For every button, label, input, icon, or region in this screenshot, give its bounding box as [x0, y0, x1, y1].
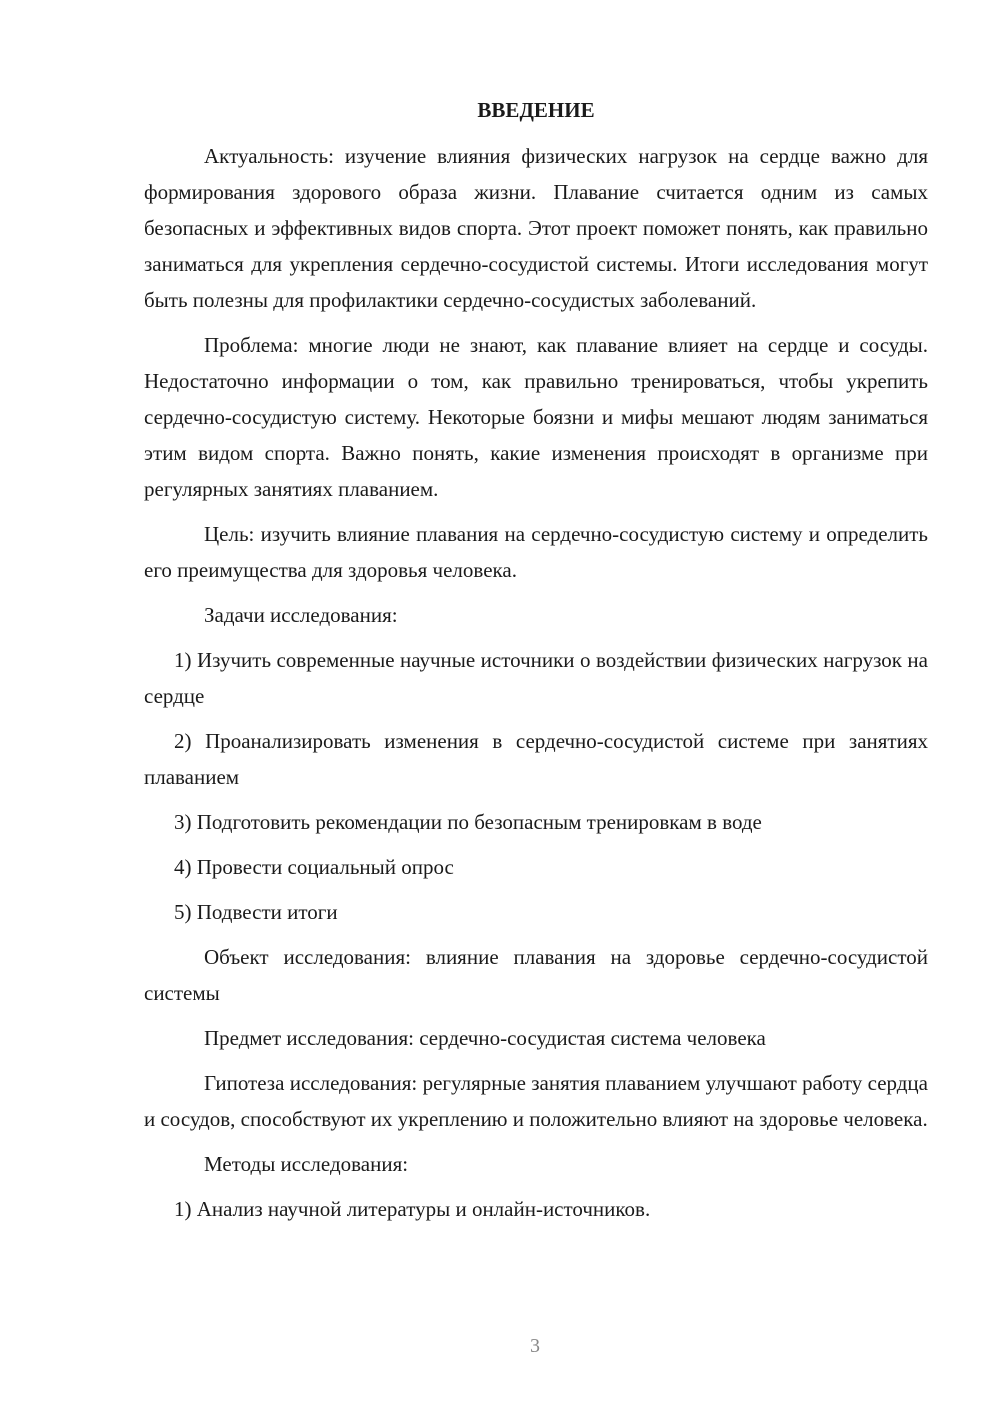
task-item-1: 1) Изучить современные научные источники о воздействии физических нагрузок на сердце	[144, 648, 928, 708]
section-title: ВВЕДЕНИЕ	[477, 98, 595, 122]
page-number: 3	[530, 1335, 540, 1357]
paragraph-subject: Предмет исследования: сердечно-сосудистая система человека	[204, 1026, 766, 1050]
paragraph-hypothesis: Гипотеза исследования: регулярные занятия плаванием улучшают работу сердца и сосудов, способствуют их укреплению и положительно влияют на здоровье человека.	[144, 1071, 928, 1131]
task-item-5: 5) Подвести итоги	[174, 900, 338, 924]
task-item-2: 2) Проанализировать изменения в сердечно-сосудистой системе при занятиях плаванием	[144, 729, 928, 789]
methods-heading: Методы исследования:	[204, 1152, 409, 1176]
paragraph-problem: Проблема: многие люди не знают, как плавание влияет на сердце и сосуды. Недостаточно информации о том, как правильно тренироваться, чтобы укрепить сердечно-сосудистую систему. Некоторые боязни и мифы мешают людям заниматься этим видом спорта. Важно понять, какие изменения происходят в организме при регулярных занятиях плаванием.	[144, 333, 928, 501]
task-item-3: 3) Подготовить рекомендации по безопасным тренировкам в воде	[174, 810, 762, 834]
paragraph-goal: Цель: изучить влияние плавания на сердечно-сосудистую систему и определить его преимущества для здоровья человека.	[144, 522, 928, 582]
method-item-1: 1) Анализ научной литературы и онлайн-источников.	[174, 1197, 651, 1221]
paragraph-relevance: Актуальность: изучение влияния физических нагрузок на сердце важно для формирования здорового образа жизни. Плавание считается одним из самых безопасных и эффективных видов спорта. Этот проект поможет понять, как правильно заниматься для укрепления сердечно-сосудистой системы. Итоги исследования могут быть полезны для профилактики сердечно-сосудистых заболеваний.	[144, 144, 928, 312]
task-item-4: 4) Провести социальный опрос	[174, 855, 454, 879]
page-content	[144, 92, 928, 1236]
tasks-heading: Задачи исследования:	[204, 603, 398, 627]
paragraph-object: Объект исследования: влияние плавания на здоровье сердечно-сосудистой системы	[144, 945, 928, 1005]
